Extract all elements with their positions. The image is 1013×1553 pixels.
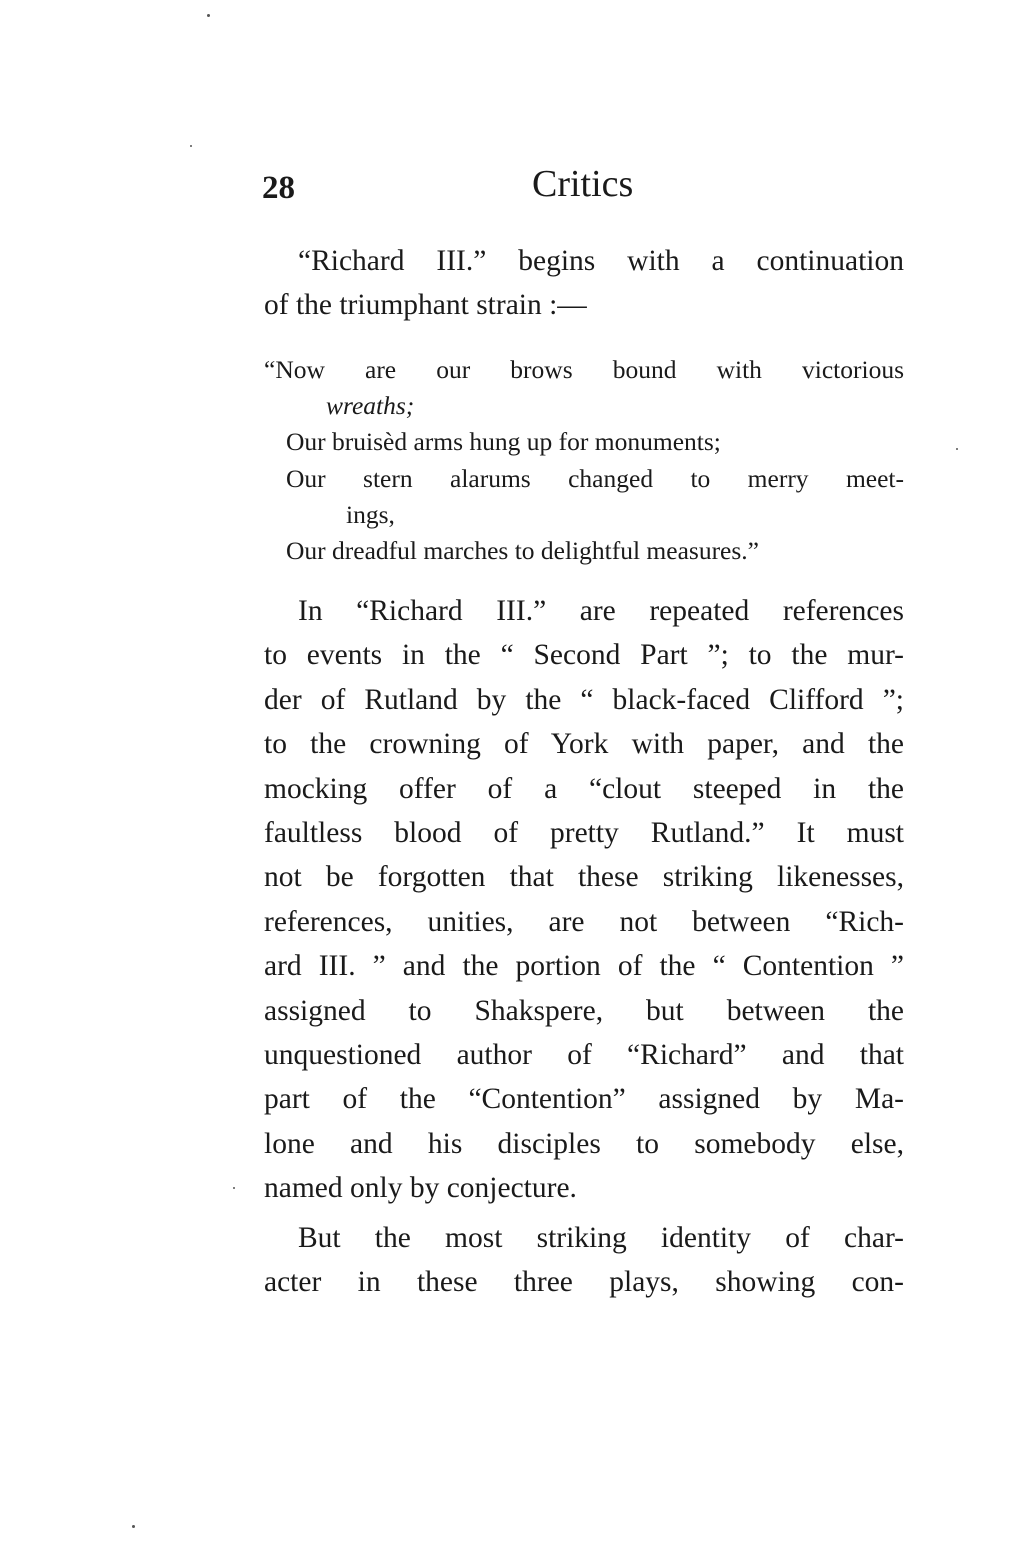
text-line: references, unities, are not between “Rich- [264, 905, 904, 938]
verse-line: ings, [346, 499, 395, 529]
text-line: faultless blood of pretty Rutland.” It must [264, 816, 904, 849]
text-line: der of Rutland by the “ black-faced Clifford ”; [264, 683, 904, 716]
verse-line: Our stern alarums changed to merry meet- [286, 463, 904, 493]
text-line: to events in the “ Second Part ”; to the mur- [264, 639, 904, 672]
scan-speck [956, 448, 958, 450]
text-line: assigned to Shakspere, but between the [264, 994, 904, 1027]
text-line: of the triumphant strain :— [264, 289, 587, 322]
verse-line: Our bruisèd arms hung up for monuments; [286, 427, 721, 457]
verse-quotation [264, 352, 904, 569]
scan-speck [233, 1187, 235, 1189]
scan-speck [190, 145, 192, 147]
text-line: part of the “Contention” assigned by Ma- [264, 1083, 904, 1116]
text-line: to the crowning of York with paper, and the [264, 728, 904, 761]
text-line: named only by conjecture. [264, 1172, 577, 1205]
paragraph-3 [264, 1216, 904, 1305]
text-line: ard III. ” and the portion of the “ Contention ” [264, 950, 904, 983]
verse-line: Our dreadful marches to delightful measures.” [286, 535, 759, 565]
text-line: “Richard III.” begins with a continuation [298, 245, 904, 277]
text-line: not be forgotten that these striking likenesses, [264, 861, 904, 894]
paragraph-1 [264, 239, 904, 328]
page-number: 28 [262, 170, 295, 206]
text-line: acter in these three plays, showing con- [264, 1266, 904, 1299]
text-line: In “Richard III.” are repeated references [298, 595, 904, 627]
text-line: mocking offer of a “clout steeped in the [264, 772, 904, 805]
text-line: unquestioned author of “Richard” and that [264, 1038, 904, 1071]
page-header [262, 162, 902, 222]
scan-speck [132, 1525, 135, 1528]
scan-speck [207, 14, 210, 17]
verse-line: “Now are our brows bound with victorious [264, 355, 904, 384]
verse-line: wreaths; [326, 391, 415, 421]
text-line: lone and his disciples to somebody else, [264, 1127, 904, 1160]
running-title: Critics [532, 163, 634, 205]
paragraph-2 [264, 589, 904, 1210]
text-line: But the most striking identity of char- [298, 1222, 904, 1254]
